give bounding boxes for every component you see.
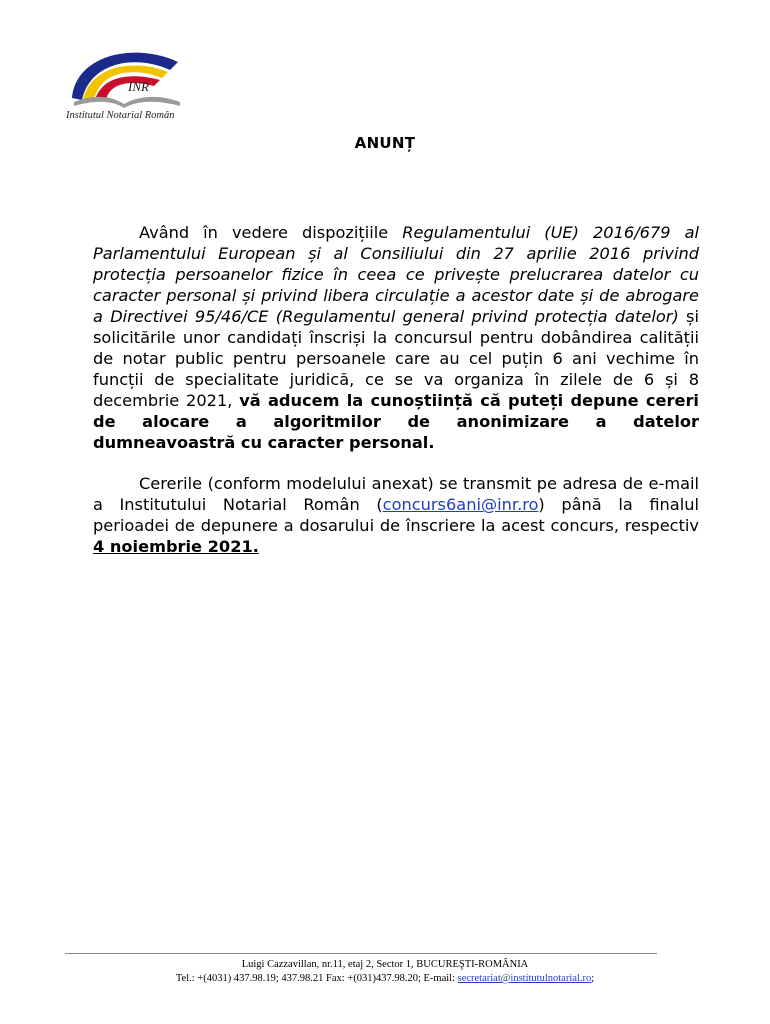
footer-phone-fax: Tel.: +(4031) 437.98.19; 437.98.21 Fax: +(031)437.98.20; E-mail:: [175, 973, 458, 984]
footer-suffix: ;: [591, 973, 595, 984]
secretariat-email-link[interactable]: secretariat@institutulnotarial.ro: [457, 973, 592, 984]
contest-email-link[interactable]: concurs6ani@inr.ro: [382, 495, 539, 514]
footer: [0, 958, 770, 986]
logo-caption: Institutul Notarial Român: [66, 110, 175, 121]
paragraph-1: [93, 222, 699, 453]
footer-divider: [65, 953, 657, 954]
p2-text-1: Cererile (conform modelului anexat) se transmit pe adresa de e-mail a Institutului Notarial Român (: [93, 474, 699, 514]
inr-emblem-icon: [66, 40, 184, 112]
p1-regulation-reference: Regulamentului (UE) 2016/679 al Parlamentului European și al Consiliului din 27 aprilie 2016 privind protecția persoanelor fizice în ceea ce privește prelucrarea datelor cu caracter personal și privind libera circulație a acestor date și de abrogare a Directivei 95/46/CE (Regulamentul general privind protecția datelor): [93, 223, 699, 326]
p1-text-3: și solicitările unor candidați înscriși la concursul pentru dobândirea calității de notar public pentru persoanele care au cel puțin 6 ani vechime în funcții de specialitate juridică, ce se va organiza în zilele de 6 și 8 decembrie 2021,: [93, 307, 699, 410]
p2-text-2: ) până la finalul perioadei de depunere a dosarului de înscriere la acest concurs, respectiv: [93, 495, 699, 535]
footer-address: Luigi Cazzavillan, nr.11, etaj 2, Sector 1, BUCUREŞTI-ROMÂNIA: [241, 959, 529, 970]
logo-abbrev: INR: [128, 79, 149, 94]
p1-bold-notice: vă aducem la cunoștiință că puteți depune cereri de alocare a algoritmilor de anonimizare a datelor dumneavoastră cu caracter personal.: [93, 391, 699, 452]
inr-logo: [66, 40, 184, 126]
announcement-body: [93, 222, 699, 557]
paragraph-2: [93, 473, 699, 557]
page-title: ANUNȚ: [354, 134, 416, 152]
deadline-date: 4 noiembrie 2021.: [93, 537, 259, 556]
footer-contact: [0, 972, 770, 986]
book-right-shape: [124, 97, 180, 108]
p1-text-1: Având în vedere dispozițiile: [139, 223, 403, 242]
